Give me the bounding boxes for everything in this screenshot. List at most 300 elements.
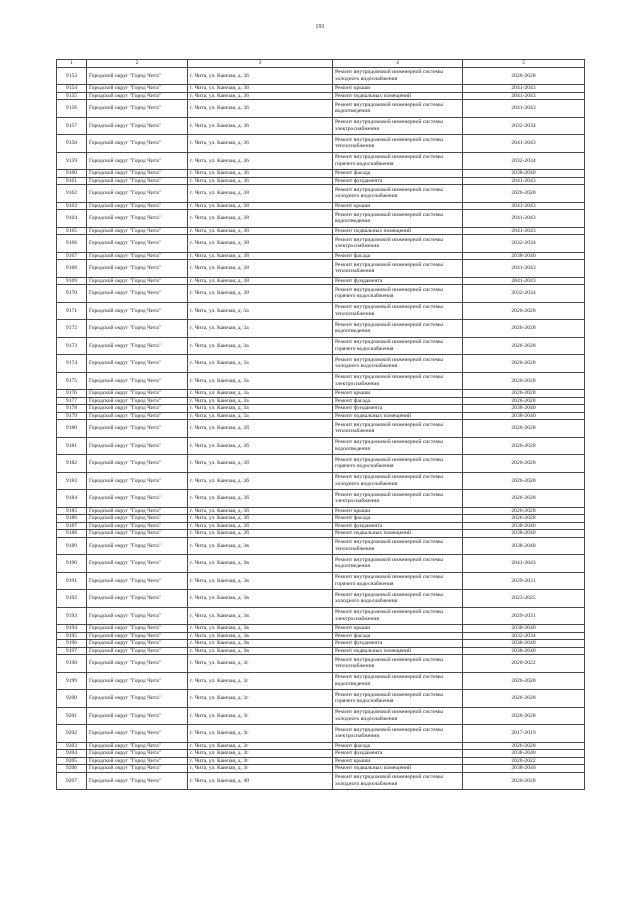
municipality-cell: Городской округ "Город Чита" [87, 555, 188, 573]
row-number-cell: 9179 [57, 412, 87, 420]
municipality-cell: Городской округ "Город Чита" [87, 572, 188, 590]
period-cell: 2026-2028 [463, 337, 585, 355]
work-type-cell: Ремонт внутридомовой инженерной системы электроснабжения [333, 607, 463, 625]
municipality-cell: Городской округ "Город Чита" [87, 757, 188, 765]
municipality-cell: Городской округ "Город Чита" [87, 67, 188, 85]
work-type-cell: Ремонт фасада [333, 170, 463, 178]
period-cell: 2041-2043 [463, 210, 585, 228]
municipality-cell: Городской округ "Город Чита" [87, 100, 188, 118]
address-cell: г. Чита, ул. Каючая, д. 3а [188, 302, 333, 320]
period-cell: 2026-2028 [463, 302, 585, 320]
header-cell-3: 3 [188, 60, 333, 68]
address-cell: г. Чита, ул. Каючая, д. 3в [188, 625, 333, 633]
work-type-cell: Ремонт внутридомовой инженерной системы теплоснабжения [333, 537, 463, 555]
row-number-cell: 9164 [57, 210, 87, 228]
municipality-cell: Городской округ "Город Чита" [87, 765, 188, 773]
table-row [57, 177, 585, 185]
period-cell: 2032-2034 [463, 152, 585, 170]
municipality-cell: Городской округ "Город Чита" [87, 372, 188, 390]
row-number-cell: 9157 [57, 117, 87, 135]
work-type-cell: Ремонт внутридомовой инженерной системы холодного водоснабжения [333, 707, 463, 725]
table-row [57, 285, 585, 303]
work-type-cell: Ремонт крыши [333, 757, 463, 765]
municipality-cell: Городской округ "Город Чита" [87, 117, 188, 135]
row-number-cell: 9184 [57, 490, 87, 508]
period-cell: 2026-2028 [463, 772, 585, 790]
period-cell: 2041-2043 [463, 135, 585, 153]
work-type-cell: Ремонт подвальных помещений [333, 227, 463, 235]
municipality-cell: Городской округ "Город Чита" [87, 152, 188, 170]
work-type-cell: Ремонт внутридомовой инженерной системы горячего водоснабжения [333, 152, 463, 170]
address-cell: г. Чита, ул. Каючая, д. 38 [188, 235, 333, 253]
row-number-cell: 9171 [57, 302, 87, 320]
period-cell: 2026-2028 [463, 390, 585, 398]
row-number-cell: 9205 [57, 757, 87, 765]
address-cell: г. Чита, ул. Каючая, д. 3а [188, 390, 333, 398]
municipality-cell: Городской округ "Город Чита" [87, 522, 188, 530]
municipality-cell: Городской округ "Город Чита" [87, 640, 188, 648]
address-cell: г. Чита, ул. Каючая, д. 3г [188, 742, 333, 750]
municipality-cell: Городской округ "Город Чита" [87, 260, 188, 278]
work-type-cell: Ремонт внутридомовой инженерной системы холодного водоснабжения [333, 590, 463, 608]
work-type-cell: Ремонт внутридомовой инженерной системы водоотведения [333, 437, 463, 455]
period-cell: 2026-2028 [463, 320, 585, 338]
table-row [57, 355, 585, 373]
table-row [57, 515, 585, 523]
work-type-cell: Ремонт крыши [333, 507, 463, 515]
period-cell: 2026-2028 [463, 420, 585, 438]
municipality-cell: Городской округ "Город Чита" [87, 85, 188, 93]
work-type-cell: Ремонт подвальных помещений [333, 412, 463, 420]
address-cell: г. Чита, ул. Каючая, д. 3г [188, 707, 333, 725]
work-type-cell: Ремонт внутридомовой инженерной системы теплоснабжения [333, 420, 463, 438]
municipality-cell: Городской округ "Город Чита" [87, 725, 188, 743]
table-row [57, 420, 585, 438]
period-cell: 2038-2040 [463, 647, 585, 655]
table-row [57, 632, 585, 640]
period-cell: 2041-2043 [463, 202, 585, 210]
municipality-cell: Городской округ "Город Чита" [87, 277, 188, 285]
address-cell: г. Чита, ул. Каючая, д. 3б [188, 420, 333, 438]
municipality-cell: Городской округ "Город Чита" [87, 170, 188, 178]
municipality-cell: Городской округ "Город Чита" [87, 252, 188, 260]
row-number-cell: 9188 [57, 530, 87, 538]
work-type-cell: Ремонт подвальных помещений [333, 647, 463, 655]
table-row [57, 472, 585, 490]
capital-repair-table [56, 59, 585, 790]
work-type-cell: Ремонт внутридомовой инженерной системы водоотведения [333, 555, 463, 573]
period-cell: 2026-2028 [463, 515, 585, 523]
row-number-cell: 9167 [57, 252, 87, 260]
table-row [57, 572, 585, 590]
row-number-cell: 9156 [57, 100, 87, 118]
municipality-cell: Городской округ "Город Чита" [87, 210, 188, 228]
municipality-cell: Городской округ "Город Чита" [87, 625, 188, 633]
row-number-cell: 9198 [57, 655, 87, 673]
work-type-cell: Ремонт внутридомовой инженерной системы водоотведения [333, 672, 463, 690]
municipality-cell: Городской округ "Город Чита" [87, 672, 188, 690]
municipality-cell: Городской округ "Город Чита" [87, 632, 188, 640]
work-type-cell: Ремонт подвальных помещений [333, 92, 463, 100]
work-type-cell: Ремонт фундамента [333, 277, 463, 285]
municipality-cell: Городской округ "Город Чита" [87, 420, 188, 438]
address-cell: г. Чита, ул. Каючая, д. 38 [188, 277, 333, 285]
address-cell: г. Чита, ул. Каючая, д. 38 [188, 202, 333, 210]
municipality-cell: Городской округ "Город Чита" [87, 177, 188, 185]
municipality-cell: Городской округ "Город Чита" [87, 515, 188, 523]
period-cell: 2038-2040 [463, 412, 585, 420]
address-cell: г. Чита, ул. Каючая, д. 3г [188, 765, 333, 773]
work-type-cell: Ремонт внутридомовой инженерной системы электроснабжения [333, 235, 463, 253]
municipality-cell: Городской округ "Город Чита" [87, 655, 188, 673]
municipality-cell: Городской округ "Город Чита" [87, 490, 188, 508]
address-cell: г. Чита, ул. Каючая, д. 3а [188, 372, 333, 390]
table-row [57, 772, 585, 790]
period-cell: 2038-2040 [463, 405, 585, 413]
row-number-cell: 9163 [57, 202, 87, 210]
row-number-cell: 9206 [57, 765, 87, 773]
row-number-cell: 9183 [57, 472, 87, 490]
period-cell: 2041-2043 [463, 227, 585, 235]
address-cell: г. Чита, ул. Каючая, д. 3б [188, 522, 333, 530]
period-cell: 2041-2043 [463, 177, 585, 185]
table-row [57, 202, 585, 210]
period-cell: 2017-2019 [463, 725, 585, 743]
municipality-cell: Городской округ "Город Чита" [87, 690, 188, 708]
period-cell: 2026-2028 [463, 507, 585, 515]
row-number-cell: 9160 [57, 170, 87, 178]
municipality-cell: Городской округ "Город Чита" [87, 412, 188, 420]
address-cell: г. Чита, ул. Каючая, д. 3в [188, 632, 333, 640]
period-cell: 2026-2028 [463, 707, 585, 725]
row-number-cell: 9194 [57, 625, 87, 633]
header-cell-5: 5 [463, 60, 585, 68]
address-cell: г. Чита, ул. Каючая, д. 3в [188, 607, 333, 625]
table-row [57, 437, 585, 455]
municipality-cell: Городской округ "Город Чита" [87, 437, 188, 455]
address-cell: г. Чита, ул. Каючая, д. 3а [188, 412, 333, 420]
table-row [57, 522, 585, 530]
row-number-cell: 9153 [57, 67, 87, 85]
row-number-cell: 9192 [57, 590, 87, 608]
address-cell: г. Чита, ул. Каючая, д. 36 [188, 67, 333, 85]
row-number-cell: 9170 [57, 285, 87, 303]
work-type-cell: Ремонт фасада [333, 742, 463, 750]
work-type-cell: Ремонт фундамента [333, 522, 463, 530]
table-row [57, 100, 585, 118]
municipality-cell: Городской округ "Город Чита" [87, 202, 188, 210]
table-row [57, 210, 585, 228]
period-cell: 2038-2040 [463, 750, 585, 758]
table-row [57, 397, 585, 405]
work-type-cell: Ремонт внутридомовой инженерной системы электроснабжения [333, 372, 463, 390]
address-cell: г. Чита, ул. Каючая, д. 3б [188, 515, 333, 523]
period-cell: 2029-2031 [463, 607, 585, 625]
row-number-cell: 9197 [57, 647, 87, 655]
municipality-cell: Городской округ "Город Чита" [87, 390, 188, 398]
work-type-cell: Ремонт внутридомовой инженерной системы горячего водоснабжения [333, 285, 463, 303]
table-row [57, 507, 585, 515]
work-type-cell: Ремонт внутридомовой инженерной системы водоотведения [333, 100, 463, 118]
municipality-cell: Городской округ "Город Чита" [87, 647, 188, 655]
table-row [57, 690, 585, 708]
period-cell: 2032-2034 [463, 117, 585, 135]
row-number-cell: 9168 [57, 260, 87, 278]
row-number-cell: 9196 [57, 640, 87, 648]
row-number-cell: 9180 [57, 420, 87, 438]
work-type-cell: Ремонт фундамента [333, 750, 463, 758]
work-type-cell: Ремонт фундамента [333, 405, 463, 413]
header-cell-1: 1 [57, 60, 87, 68]
period-cell: 2020-2022 [463, 655, 585, 673]
work-type-cell: Ремонт внутридомовой инженерной системы холодного водоснабжения [333, 472, 463, 490]
address-cell: г. Чита, ул. Каючая, д. 3г [188, 757, 333, 765]
row-number-cell: 9159 [57, 152, 87, 170]
table-row [57, 152, 585, 170]
row-number-cell: 9177 [57, 397, 87, 405]
address-cell: г. Чита, ул. Каючая, д. 3в [188, 537, 333, 555]
municipality-cell: Городской округ "Город Чита" [87, 302, 188, 320]
table-row [57, 405, 585, 413]
address-cell: г. Чита, ул. Каючая, д. 40 [188, 772, 333, 790]
table-row [57, 412, 585, 420]
address-cell: г. Чита, ул. Каючая, д. 36 [188, 152, 333, 170]
work-type-cell: Ремонт внутридомовой инженерной системы холодного водоснабжения [333, 185, 463, 203]
row-number-cell: 9158 [57, 135, 87, 153]
row-number-cell: 9191 [57, 572, 87, 590]
work-type-cell: Ремонт внутридомовой инженерной системы водоотведения [333, 210, 463, 228]
row-number-cell: 9154 [57, 85, 87, 93]
period-cell: 2041-2043 [463, 555, 585, 573]
row-number-cell: 9202 [57, 725, 87, 743]
address-cell: г. Чита, ул. Каючая, д. 3в [188, 555, 333, 573]
row-number-cell: 9161 [57, 177, 87, 185]
row-number-cell: 9182 [57, 455, 87, 473]
work-type-cell: Ремонт внутридомовой инженерной системы горячего водоснабжения [333, 455, 463, 473]
period-cell: 2041-2043 [463, 260, 585, 278]
period-cell: 2023-2025 [463, 590, 585, 608]
row-number-cell: 9162 [57, 185, 87, 203]
table-row [57, 757, 585, 765]
address-cell: г. Чита, ул. Каючая, д. 36 [188, 135, 333, 153]
row-number-cell: 9195 [57, 632, 87, 640]
period-cell: 2041-2043 [463, 100, 585, 118]
address-cell: г. Чита, ул. Каючая, д. 3в [188, 647, 333, 655]
address-cell: г. Чита, ул. Каючая, д. 38 [188, 252, 333, 260]
row-number-cell: 9172 [57, 320, 87, 338]
table-row [57, 455, 585, 473]
row-number-cell: 9165 [57, 227, 87, 235]
work-type-cell: Ремонт фасада [333, 252, 463, 260]
table-header [57, 60, 585, 68]
work-type-cell: Ремонт крыши [333, 625, 463, 633]
table-row [57, 640, 585, 648]
table-row [57, 235, 585, 253]
table-row [57, 67, 585, 85]
address-cell: г. Чита, ул. Каючая, д. 3в [188, 572, 333, 590]
municipality-cell: Городской округ "Город Чита" [87, 590, 188, 608]
municipality-cell: Городской округ "Город Чита" [87, 235, 188, 253]
period-cell: 2041-2043 [463, 92, 585, 100]
table-row [57, 647, 585, 655]
period-cell: 2032-2034 [463, 632, 585, 640]
period-cell: 2032-2034 [463, 285, 585, 303]
table-row [57, 260, 585, 278]
work-type-cell: Ремонт внутридомовой инженерной системы холодного водоснабжения [333, 355, 463, 373]
municipality-cell: Городской округ "Город Чита" [87, 92, 188, 100]
period-cell: 2026-2028 [463, 690, 585, 708]
municipality-cell: Городской округ "Город Чита" [87, 530, 188, 538]
period-cell: 2038-2040 [463, 640, 585, 648]
row-number-cell: 9173 [57, 337, 87, 355]
period-cell: 2041-2043 [463, 85, 585, 93]
row-number-cell: 9193 [57, 607, 87, 625]
row-number-cell: 9169 [57, 277, 87, 285]
municipality-cell: Городской округ "Город Чита" [87, 750, 188, 758]
address-cell: г. Чита, ул. Каючая, д. 36 [188, 100, 333, 118]
address-cell: г. Чита, ул. Каючая, д. 36 [188, 117, 333, 135]
work-type-cell: Ремонт внутридомовой инженерной системы электроснабжения [333, 490, 463, 508]
municipality-cell: Городской округ "Город Чита" [87, 227, 188, 235]
work-type-cell: Ремонт внутридомовой инженерной системы холодного водоснабжения [333, 67, 463, 85]
address-cell: г. Чита, ул. Каючая, д. 3г [188, 725, 333, 743]
table-row [57, 337, 585, 355]
row-number-cell: 9203 [57, 742, 87, 750]
work-type-cell: Ремонт подвальных помещений [333, 765, 463, 773]
work-type-cell: Ремонт внутридомовой инженерной системы горячего водоснабжения [333, 690, 463, 708]
table-row [57, 227, 585, 235]
table-row [57, 672, 585, 690]
period-cell: 2026-2028 [463, 355, 585, 373]
period-cell: 2038-2040 [463, 170, 585, 178]
period-cell: 2038-2040 [463, 522, 585, 530]
address-cell: г. Чита, ул. Каючая, д. 3а [188, 355, 333, 373]
period-cell: 2038-2040 [463, 530, 585, 538]
address-cell: г. Чита, ул. Каючая, д. 3б [188, 530, 333, 538]
period-cell: 2026-2028 [463, 472, 585, 490]
work-type-cell: Ремонт фундамента [333, 177, 463, 185]
municipality-cell: Городской округ "Город Чита" [87, 355, 188, 373]
work-type-cell: Ремонт крыши [333, 390, 463, 398]
period-cell: 2029-2031 [463, 572, 585, 590]
address-cell: г. Чита, ул. Каючая, д. 3г [188, 655, 333, 673]
table-row [57, 742, 585, 750]
period-cell: 2026-2028 [463, 742, 585, 750]
table-row [57, 490, 585, 508]
period-cell: 2020-2022 [463, 757, 585, 765]
address-cell: г. Чита, ул. Каючая, д. 3г [188, 750, 333, 758]
municipality-cell: Городской округ "Город Чита" [87, 707, 188, 725]
municipality-cell: Городской округ "Город Чита" [87, 607, 188, 625]
period-cell: 2026-2028 [463, 372, 585, 390]
address-cell: г. Чита, ул. Каючая, д. 3б [188, 455, 333, 473]
address-cell: г. Чита, ул. Каючая, д. 38 [188, 285, 333, 303]
table-row [57, 555, 585, 573]
work-type-cell: Ремонт внутридомовой инженерной системы водоотведения [333, 320, 463, 338]
address-cell: г. Чита, ул. Каючая, д. 36 [188, 92, 333, 100]
work-type-cell: Ремонт фасада [333, 515, 463, 523]
table-row [57, 185, 585, 203]
table-body [57, 67, 585, 790]
header-cell-2: 2 [87, 60, 188, 68]
row-number-cell: 9166 [57, 235, 87, 253]
address-cell: г. Чита, ул. Каючая, д. 3в [188, 640, 333, 648]
row-number-cell: 9178 [57, 405, 87, 413]
table-row [57, 320, 585, 338]
address-cell: г. Чита, ул. Каючая, д. 36 [188, 85, 333, 93]
work-type-cell: Ремонт внутридомовой инженерной системы теплоснабжения [333, 135, 463, 153]
period-cell: 2032-2034 [463, 235, 585, 253]
header-row [57, 60, 585, 68]
row-number-cell: 9190 [57, 555, 87, 573]
municipality-cell: Городской округ "Город Чита" [87, 742, 188, 750]
work-type-cell: Ремонт внутридомовой инженерной системы горячего водоснабжения [333, 337, 463, 355]
period-cell: 2026-2028 [463, 185, 585, 203]
table-row [57, 252, 585, 260]
row-number-cell: 9204 [57, 750, 87, 758]
municipality-cell: Городской округ "Город Чита" [87, 772, 188, 790]
address-cell: г. Чита, ул. Каючая, д. 3в [188, 590, 333, 608]
row-number-cell: 9199 [57, 672, 87, 690]
work-type-cell: Ремонт внутридомовой инженерной системы электроснабжения [333, 117, 463, 135]
table-row [57, 750, 585, 758]
address-cell: г. Чита, ул. Каючая, д. 36 [188, 170, 333, 178]
row-number-cell: 9176 [57, 390, 87, 398]
municipality-cell: Городской округ "Город Чита" [87, 397, 188, 405]
work-type-cell: Ремонт крыши [333, 202, 463, 210]
work-type-cell: Ремонт подвальных помещений [333, 530, 463, 538]
table-row [57, 92, 585, 100]
municipality-cell: Городской округ "Город Чита" [87, 320, 188, 338]
table-row [57, 725, 585, 743]
work-type-cell: Ремонт фасада [333, 397, 463, 405]
row-number-cell: 9185 [57, 507, 87, 515]
work-type-cell: Ремонт внутридомовой инженерной системы горячего водоснабжения [333, 572, 463, 590]
table-row [57, 170, 585, 178]
address-cell: г. Чита, ул. Каючая, д. 3г [188, 672, 333, 690]
page-number: 191 [315, 23, 325, 30]
address-cell: г. Чита, ул. Каючая, д. 3б [188, 472, 333, 490]
address-cell: г. Чита, ул. Каючая, д. 3а [188, 320, 333, 338]
work-type-cell: Ремонт внутридомовой инженерной системы холодного водоснабжения [333, 772, 463, 790]
period-cell: 2038-2040 [463, 625, 585, 633]
period-cell: 2026-2028 [463, 672, 585, 690]
municipality-cell: Городской округ "Город Чита" [87, 285, 188, 303]
municipality-cell: Городской округ "Город Чита" [87, 507, 188, 515]
address-cell: г. Чита, ул. Каючая, д. 3а [188, 405, 333, 413]
municipality-cell: Городской округ "Город Чита" [87, 135, 188, 153]
table-row [57, 655, 585, 673]
table-row [57, 707, 585, 725]
work-type-cell: Ремонт внутридомовой инженерной системы электроснабжения [333, 725, 463, 743]
row-number-cell: 9207 [57, 772, 87, 790]
table-row [57, 135, 585, 153]
municipality-cell: Городской округ "Город Чита" [87, 472, 188, 490]
work-type-cell: Ремонт фундамента [333, 640, 463, 648]
municipality-cell: Городской округ "Город Чита" [87, 337, 188, 355]
table-row [57, 372, 585, 390]
work-type-cell: Ремонт внутридомовой инженерной системы теплоснабжения [333, 302, 463, 320]
municipality-cell: Городской округ "Город Чита" [87, 455, 188, 473]
row-number-cell: 9187 [57, 522, 87, 530]
row-number-cell: 9181 [57, 437, 87, 455]
period-cell: 2026-2028 [463, 490, 585, 508]
address-cell: г. Чита, ул. Каючая, д. 38 [188, 210, 333, 228]
header-cell-4: 4 [333, 60, 463, 68]
table-row [57, 117, 585, 135]
work-type-cell: Ремонт внутридомовой инженерной системы теплоснабжения [333, 655, 463, 673]
table-row [57, 302, 585, 320]
